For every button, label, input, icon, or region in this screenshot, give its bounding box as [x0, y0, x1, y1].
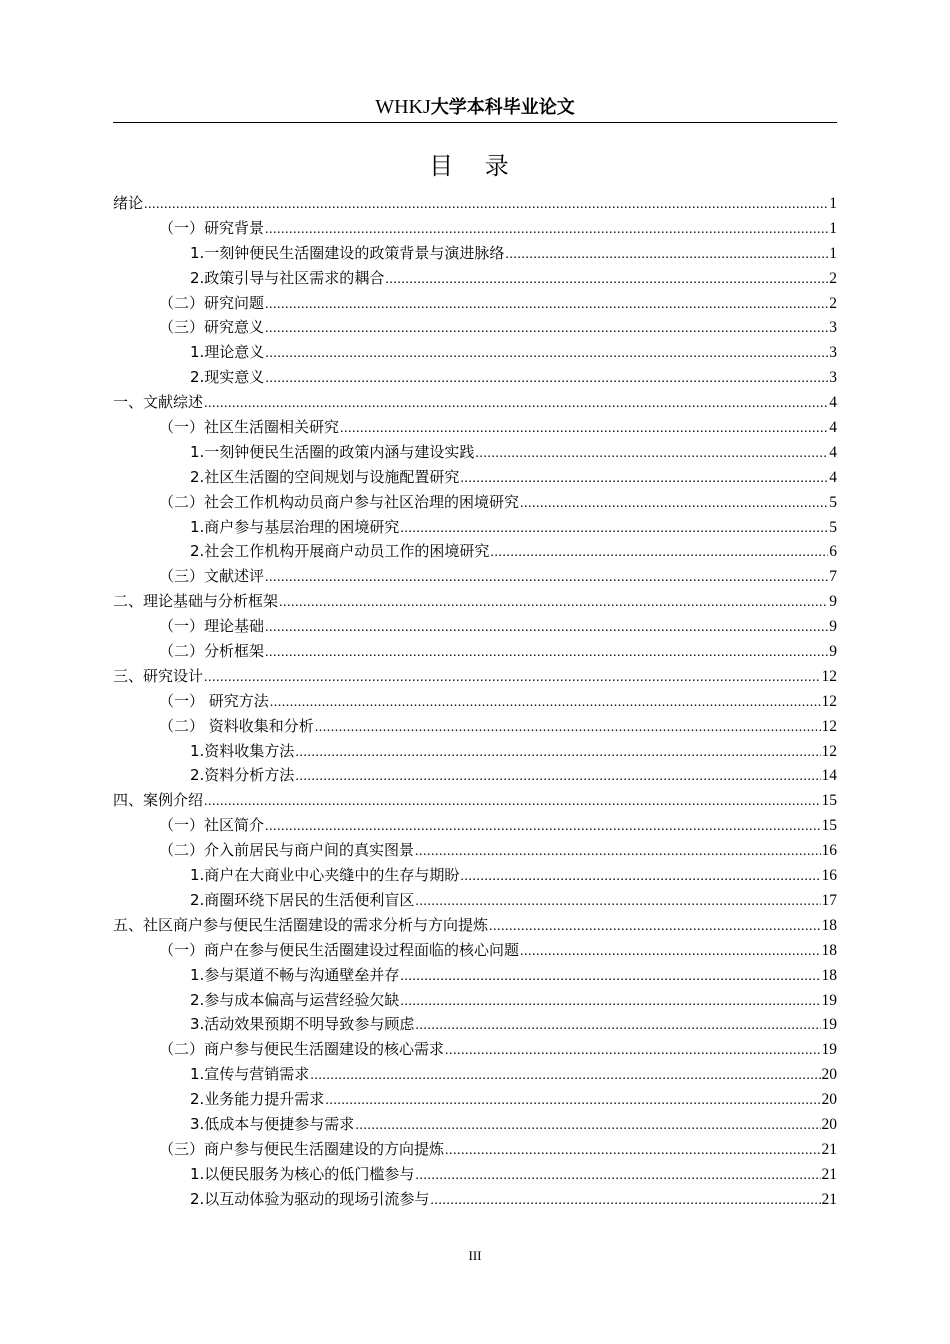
toc-entry[interactable]: [113, 664, 837, 689]
toc-entry[interactable]: [113, 1087, 837, 1112]
dot-leader: [400, 517, 828, 542]
toc-entry-page: 2: [829, 269, 837, 287]
dot-leader: [400, 965, 820, 990]
toc-entry-title: 二、理论基础与分析框架: [113, 592, 279, 611]
toc-entry[interactable]: [113, 291, 837, 316]
toc-entry-title: （一）社区简介: [159, 816, 265, 835]
toc-entry-page: 2: [829, 294, 837, 312]
dot-leader: [400, 990, 820, 1015]
toc-entry[interactable]: [113, 739, 837, 764]
toc-entry-page: 17: [821, 891, 837, 909]
toc-entry-page: 18: [821, 916, 837, 934]
dot-leader: [265, 218, 828, 243]
page-number: III: [468, 1248, 482, 1263]
dot-leader: [520, 940, 820, 965]
toc-entry-title: 三、研究设计: [113, 666, 204, 685]
dot-leader: [265, 367, 828, 392]
toc-entry-title: 2.社会工作机构开展商户动员工作的困境研究: [190, 542, 490, 561]
running-header: [113, 92, 837, 123]
toc-entry-page: 1: [829, 219, 837, 237]
toc-entry-title: 1.商户参与基层治理的困境研究: [190, 517, 400, 536]
toc-entry-title: 2.政策引导与社区需求的耦合: [190, 268, 385, 287]
toc-entry[interactable]: [113, 838, 837, 863]
dot-leader: [204, 392, 828, 417]
toc-entry-page: 12: [821, 717, 837, 735]
toc-entry[interactable]: [113, 1037, 837, 1062]
toc-entry[interactable]: [113, 913, 837, 938]
toc-entry-title: 1.一刻钟便民生活圈建设的政策背景与演进脉络: [190, 243, 505, 262]
dot-leader: [520, 492, 828, 517]
toc-entry[interactable]: [113, 689, 837, 714]
dot-leader: [144, 193, 828, 218]
toc-entry-title: 3.活动效果预期不明导致参与顾虑: [190, 1015, 415, 1034]
toc-entry-title: （三）研究意义: [159, 318, 265, 337]
toc-entry-title: 一、文献综述: [113, 393, 204, 412]
toc-entry-page: 18: [821, 966, 837, 984]
toc-entry[interactable]: [113, 365, 837, 390]
toc-entry-page: 1: [829, 244, 837, 262]
toc-entry-title: 2.资料分析方法: [190, 766, 295, 785]
dot-leader: [295, 765, 820, 790]
toc-entry-title: （二）介入前居民与商户间的真实图景: [159, 841, 415, 860]
toc-entry[interactable]: [113, 465, 837, 490]
toc-entry-title: 3.低成本与便捷参与需求: [190, 1114, 355, 1133]
toc-entry-title: 1.理论意义: [190, 343, 265, 362]
dot-leader: [415, 840, 820, 865]
toc-entry-page: 3: [829, 369, 837, 387]
toc-entry-page: 9: [829, 643, 837, 661]
toc-entry[interactable]: [113, 988, 837, 1013]
toc-entry-title: 绪论: [113, 194, 144, 212]
dot-leader: [295, 741, 820, 766]
header-university: 大学本科毕业论文: [430, 97, 575, 118]
dot-leader: [445, 1039, 820, 1064]
toc-entry-page: 12: [821, 742, 837, 760]
toc-entry[interactable]: [113, 1112, 837, 1137]
dot-leader: [505, 243, 828, 268]
toc-entry-page: 21: [821, 1190, 837, 1208]
toc-entry[interactable]: [113, 863, 837, 888]
toc-entry-title: （一）理论基础: [159, 617, 265, 636]
toc-entry[interactable]: [113, 515, 837, 540]
toc-entry-title: 五、社区商户参与便民生活圈建设的需求分析与方向提炼: [113, 915, 489, 934]
toc-entry[interactable]: [113, 1137, 837, 1162]
toc-entry-page: 16: [821, 842, 837, 860]
dot-leader: [475, 442, 828, 467]
dot-leader: [490, 541, 828, 566]
toc-entry-page: 15: [821, 817, 837, 835]
dot-leader: [415, 890, 820, 915]
toc-entry-title: （一）社区生活圈相关研究: [159, 418, 340, 437]
toc-entry-title: （三）商户参与便民生活圈建设的方向提炼: [159, 1139, 445, 1158]
toc-entry-title: 2.现实意义: [190, 368, 265, 387]
dot-leader: [445, 1139, 820, 1164]
toc-title: 目 录: [429, 152, 521, 180]
toc-entry[interactable]: [113, 1012, 837, 1037]
toc-entry[interactable]: [113, 813, 837, 838]
toc-entry-page: 3: [829, 344, 837, 362]
dot-leader: [265, 317, 828, 342]
table-of-contents: [113, 191, 837, 1212]
toc-entry[interactable]: [113, 888, 837, 913]
dot-leader: [270, 691, 821, 716]
toc-entry-title: 1.以便民服务为核心的低门槛参与: [190, 1164, 415, 1183]
toc-entry-page: 21: [821, 1140, 837, 1158]
toc-entry[interactable]: [113, 216, 837, 241]
toc-entry-title: （一）研究背景: [159, 218, 265, 237]
toc-entry-title: 1.宣传与营销需求: [190, 1065, 310, 1084]
dot-leader: [340, 417, 828, 442]
toc-entry-title: 2.商圈环绕下居民的生活便利盲区: [190, 890, 415, 909]
toc-entry-title: （三）文献述评: [159, 567, 265, 586]
toc-entry-page: 4: [829, 419, 837, 437]
toc-entry-page: 21: [821, 1165, 837, 1183]
toc-entry[interactable]: [113, 440, 837, 465]
toc-entry[interactable]: [113, 1162, 837, 1187]
toc-entry-page: 6: [829, 543, 837, 561]
dot-leader: [325, 1089, 820, 1114]
toc-entry-page: 12: [821, 667, 837, 685]
toc-entry-title: 2.业务能力提升需求: [190, 1090, 325, 1109]
toc-entry-page: 5: [829, 518, 837, 536]
dot-leader: [265, 641, 828, 666]
toc-entry-title: 1.资料收集方法: [190, 741, 295, 760]
toc-entry[interactable]: [113, 415, 837, 440]
toc-entry-page: 19: [821, 1041, 837, 1059]
toc-entry-page: 20: [821, 1091, 837, 1109]
dot-leader: [265, 293, 828, 318]
toc-entry-title: 2.以互动体验为驱动的现场引流参与: [190, 1189, 430, 1208]
toc-entry[interactable]: [113, 340, 837, 365]
toc-entry[interactable]: [113, 763, 837, 788]
toc-entry[interactable]: [113, 564, 837, 589]
header-prefix: WHKJ: [375, 96, 431, 118]
dot-leader: [430, 1189, 820, 1214]
toc-entry[interactable]: [113, 788, 837, 813]
toc-entry[interactable]: [113, 938, 837, 963]
toc-entry-page: 5: [829, 493, 837, 511]
toc-entry-title: （二）研究问题: [159, 293, 265, 312]
toc-entry-page: 9: [829, 593, 837, 611]
toc-entry-title: （二） 资料收集和分析: [159, 716, 314, 735]
toc-entry-title: 1.参与渠道不畅与沟通壁垒并存: [190, 965, 400, 984]
toc-entry-title: 2.参与成本偏高与运营经验欠缺: [190, 990, 400, 1009]
toc-entry-title: （一）商户在参与便民生活圈建设过程面临的核心问题: [159, 940, 520, 959]
toc-entry-title: （二）分析框架: [159, 642, 265, 661]
toc-entry-page: 9: [829, 618, 837, 636]
toc-entry[interactable]: [113, 639, 837, 664]
toc-entry-title: 2.社区生活圈的空间规划与设施配置研究: [190, 467, 460, 486]
toc-entry-title: 1.一刻钟便民生活圈的政策内涵与建设实践: [190, 442, 475, 461]
toc-entry-page: 1: [829, 195, 837, 212]
toc-entry[interactable]: [113, 614, 837, 639]
toc-entry[interactable]: [113, 714, 837, 739]
toc-entry-page: 4: [829, 468, 837, 486]
dot-leader: [204, 666, 820, 691]
toc-entry-page: 14: [821, 767, 837, 785]
dot-leader: [265, 342, 828, 367]
toc-entry[interactable]: [113, 1187, 837, 1212]
dot-leader: [310, 1064, 820, 1089]
dot-leader: [279, 591, 828, 616]
toc-entry-page: 19: [821, 991, 837, 1009]
toc-entry-page: 12: [821, 692, 837, 710]
toc-entry-page: 20: [821, 1066, 837, 1084]
toc-entry-page: 4: [829, 394, 837, 412]
dot-leader: [460, 865, 820, 890]
toc-entry-page: 20: [821, 1115, 837, 1133]
dot-leader: [355, 1114, 820, 1139]
dot-leader: [489, 915, 820, 940]
toc-entry-page: 19: [821, 1016, 837, 1034]
dot-leader: [415, 1014, 820, 1039]
toc-entry-title: 1.商户在大商业中心夹缝中的生存与期盼: [190, 866, 460, 885]
dot-leader: [265, 566, 828, 591]
toc-entry[interactable]: [113, 539, 837, 564]
toc-entry[interactable]: [113, 390, 837, 415]
toc-entry-title: （二）社会工作机构动员商户参与社区治理的困境研究: [159, 492, 520, 511]
dot-leader: [415, 1164, 820, 1189]
toc-entry[interactable]: [113, 266, 837, 291]
toc-entry-title: 四、案例介绍: [113, 791, 204, 810]
toc-entry-page: 4: [829, 443, 837, 461]
toc-entry-page: 7: [829, 568, 837, 586]
dot-leader: [315, 716, 821, 741]
toc-entry[interactable]: [113, 315, 837, 340]
dot-leader: [460, 467, 828, 492]
dot-leader: [265, 616, 828, 641]
toc-entry-page: 15: [821, 792, 837, 810]
toc-entry[interactable]: [113, 241, 837, 266]
toc-entry-title: （一） 研究方法: [159, 691, 269, 710]
dot-leader: [204, 790, 820, 815]
toc-entry[interactable]: [113, 1062, 837, 1087]
toc-entry-title: （二）商户参与便民生活圈建设的核心需求: [159, 1040, 445, 1059]
toc-entry[interactable]: [113, 963, 837, 988]
dot-leader: [265, 815, 820, 840]
dot-leader: [385, 268, 828, 293]
toc-entry-page: 3: [829, 319, 837, 337]
toc-entry[interactable]: [113, 589, 837, 614]
toc-entry-page: 16: [821, 867, 837, 885]
toc-entry-page: 18: [821, 941, 837, 959]
toc-entry[interactable]: [113, 191, 837, 216]
toc-entry[interactable]: [113, 490, 837, 515]
